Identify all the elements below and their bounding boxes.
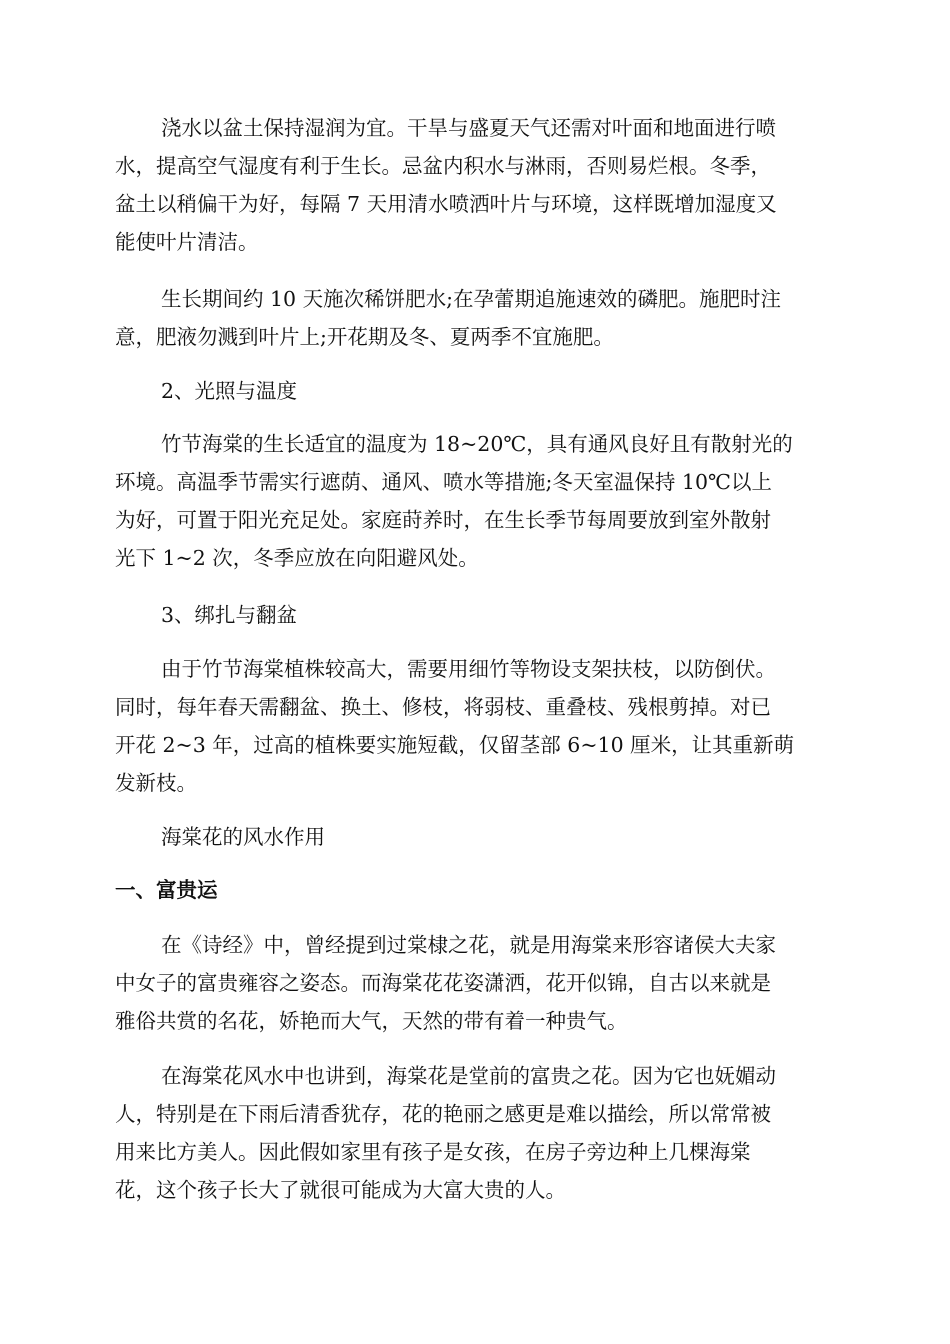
- subheading-text: 3、绑扎与翻盆: [161, 603, 298, 627]
- text-line: 由于竹节海棠植株较高大，需要用细竹等物设支架扶枝，以防倒伏。: [161, 657, 776, 681]
- text-line: 竹节海棠的生长适宜的温度为 18~20℃，具有通风良好且有散射光的: [161, 432, 793, 456]
- text-line: 浇水以盆土保持湿润为宜。干旱与盛夏天气还需对叶面和地面进行喷: [161, 116, 776, 140]
- text-line: 用来比方美人。因此假如家里有孩子是女孩，在房子旁边种上几棵海棠: [115, 1140, 751, 1164]
- text-line: 能使叶片清洁。: [115, 230, 259, 254]
- text-line: 意，肥液勿溅到叶片上;开花期及冬、夏两季不宜施肥。: [115, 325, 614, 349]
- paragraph-temperature: [115, 425, 835, 577]
- text-line: 发新枝。: [115, 771, 197, 795]
- text-line: 光下 1~2 次，冬季应放在向阳避风处。: [115, 546, 479, 570]
- text-line: 雅俗共赏的名花，娇艳而大气，天然的带有着一种贵气。: [115, 1009, 628, 1033]
- text-line: 水，提高空气湿度有利于生长。忌盆内积水与淋雨，否则易烂根。冬季，: [115, 154, 771, 178]
- subheading-light-temperature: [115, 372, 835, 410]
- text-line: 生长期间约 10 天施次稀饼肥水;在孕蕾期追施速效的磷肥。施肥时注: [161, 287, 782, 311]
- text-line: 为好，可置于阳光充足处。家庭莳养时，在生长季节每周要放到室外散射: [115, 508, 771, 532]
- paragraph-fertilizing: [115, 280, 835, 356]
- paragraph-shijing: [115, 926, 835, 1040]
- paragraph-watering: [115, 109, 835, 261]
- heading-text: 一、富贵运: [115, 878, 218, 902]
- subheading-text: 2、光照与温度: [161, 379, 298, 403]
- text-line: 同时，每年春天需翻盆、换土、修枝，将弱枝、重叠枝、残根剪掉。对已: [115, 695, 771, 719]
- text-line: 在《诗经》中，曾经提到过棠棣之花，就是用海棠来形容诸侯大夫家: [161, 933, 776, 957]
- section-heading-wealth: [115, 871, 835, 909]
- subheading-text: 海棠花的风水作用: [161, 825, 325, 849]
- subheading-fengshui: [115, 818, 835, 856]
- text-line: 盆土以稍偏干为好，每隔 7 天用清水喷洒叶片与环境，这样既增加湿度又: [115, 192, 777, 216]
- paragraph-support: [115, 650, 835, 802]
- text-line: 环境。高温季节需实行遮荫、通风、喷水等措施;冬天室温保持 10℃以上: [115, 470, 772, 494]
- paragraph-fengshui-wealth: [115, 1057, 835, 1209]
- text-line: 开花 2~3 年，过高的植株要实施短截，仅留茎部 6~10 厘米，让其重新萌: [115, 733, 795, 757]
- text-line: 人，特别是在下雨后清香犹存，花的艳丽之感更是难以描绘，所以常常被: [115, 1102, 771, 1126]
- text-line: 在海棠花风水中也讲到，海棠花是堂前的富贵之花。因为它也妩媚动: [161, 1064, 776, 1088]
- text-line: 中女子的富贵雍容之姿态。而海棠花花姿潇洒，花开似锦，自古以来就是: [115, 971, 771, 995]
- text-line: 花，这个孩子长大了就很可能成为大富大贵的人。: [115, 1178, 566, 1202]
- subheading-tie-repot: [115, 596, 835, 634]
